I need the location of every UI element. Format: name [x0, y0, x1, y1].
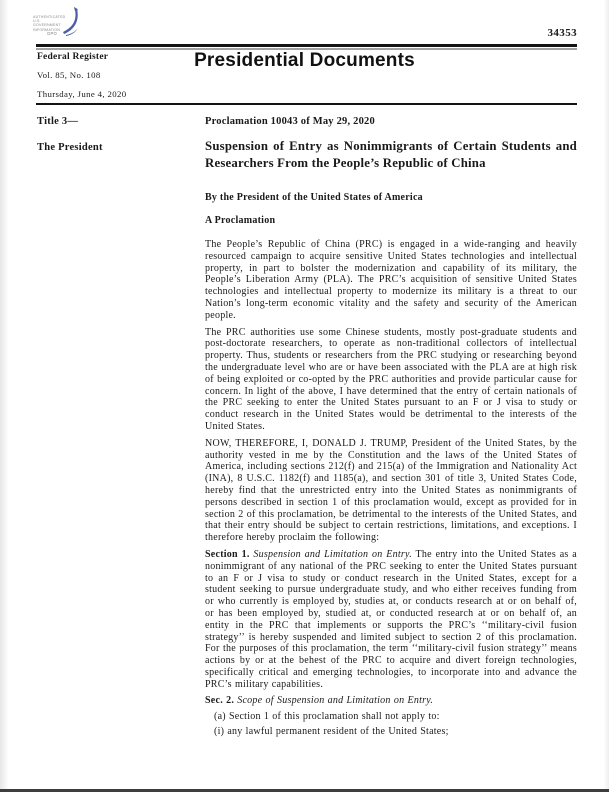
- presidential-documents-heading: Presidential Documents: [194, 50, 415, 71]
- sidebar-title-label: Title 3—: [37, 116, 79, 127]
- proclamation-subheading: A Proclamation: [205, 215, 276, 226]
- body-paragraph-3: NOW, THEREFORE, I, DONALD J. TRUMP, President of the United States, by the authority vested in me by the Constitution and the laws of the United States of America, including sections 212(f) and 215(a) of the Immigration and Nationality Act (INA), 8 U.S.C. 1182(f) and 1185(a), and section 301 of title 3, United States Code, hereby find that the unrestricted entry into the United States as nonimmigrants of persons described in section 1 of this proclamation would, except as provided for in section 2 of this proclamation, be detrimental to the interests of the United States, and that their entry should be subject to certain restrictions, limitations, and exceptions. I therefore hereby proclaim the following:: [205, 437, 577, 544]
- gpo-eagle-icon: [61, 6, 87, 38]
- gpo-seal-line: U.S. GOVERNMENT: [33, 19, 61, 28]
- proclamation-body: [205, 116, 577, 738]
- federal-register-brand: Federal Register: [37, 52, 109, 62]
- sidebar-president-label: The President: [37, 142, 103, 153]
- page-right-edge: [604, 0, 609, 789]
- clause-a: (a) Section 1 of this proclamation shall not apply to:: [214, 710, 440, 722]
- gpo-seal-line: AUTHENTICATED: [33, 15, 66, 19]
- proclamation-number-line: Proclamation 10043 of May 29, 2020: [205, 116, 375, 127]
- date-line: Thursday, June 4, 2020: [37, 89, 127, 99]
- gpo-authentication-seal: [33, 6, 89, 42]
- section-1-label: Section 1.: [205, 548, 250, 560]
- page-left-edge: [0, 0, 8, 789]
- volume-line: Vol. 85, No. 108: [37, 70, 101, 80]
- title-sidebar: [37, 116, 187, 153]
- page-number: 34353: [547, 27, 577, 39]
- masthead-bottom-rule: [36, 103, 577, 105]
- byline: By the President of the United States of America: [205, 192, 423, 203]
- document-title: Suspension of Entry as Nonimmigrants of Certain Students and Researchers From the People’s Republic of China: [205, 139, 577, 170]
- gpo-seal-line: INFORMATION: [33, 27, 61, 32]
- sec-2-line: [205, 695, 577, 707]
- section-1-body: The entry into the United States as a nonimmigrant of any national of the PRC seeking to enter the United States pursuant to an F or J visa to study or conduct research in the United States, except for a student seeking to pursue undergraduate study, and who either receives funding from or who currently is employed by, studies at, or conducts research at or on behalf of, or has been employed by, studied at, or conducted research at or on behalf of, an entity in the PRC that implements or supports the PRC’s ‘‘military-civil fusion strategy’’ is hereby suspended and limited subject to section 2 of this proclamation. For the purposes of this proclamation, the term ‘‘military-civil fusion strategy’’ means actions by or at the behest of the PRC to acquire and divert foreign technologies, specifically critical and emerging technologies, to incorporate into and advance the PRC’s military capabilities.: [205, 548, 577, 690]
- body-paragraph-1: The People’s Republic of China (PRC) is engaged in a wide-ranging and heavily resourced campaign to acquire sensitive United States technologies and intellectual property, in part to bolster the modernization and capability of its military, the People’s Liberation Army (PLA). The PRC’s acquisition of sensitive United States technologies and intellectual property to modernize its military is a threat to our Nation’s long-term economic vitality and the safety and security of the American people.: [205, 239, 577, 321]
- gpo-abbr: GPO: [47, 30, 57, 36]
- clause-i: (i) any lawful permanent resident of the United States;: [214, 726, 449, 738]
- section-1-paragraph: [205, 549, 577, 691]
- sec-2-label: Sec. 2.: [205, 695, 235, 707]
- sec-2-heading: Scope of Suspension and Limitation on Entry.: [234, 695, 434, 707]
- section-1-heading: Suspension and Limitation on Entry.: [249, 548, 412, 560]
- body-paragraph-2: The PRC authorities use some Chinese students, mostly post-graduate students and post-doctorate researchers, to operate as non-traditional collectors of intellectual property. Thus, students or researchers from the PRC studying or researching beyond the undergraduate level who are or have been associated with the PLA are at high risk of being exploited or co-opted by the PRC authorities and provide particular cause for concern. In light of the above, I have determined that the entry of certain nationals of the PRC seeking to enter the United States pursuant to an F or J visa to study or conduct research in the United States would be detrimental to the interests of the United States.: [205, 326, 577, 432]
- top-rule-thick: [36, 44, 577, 47]
